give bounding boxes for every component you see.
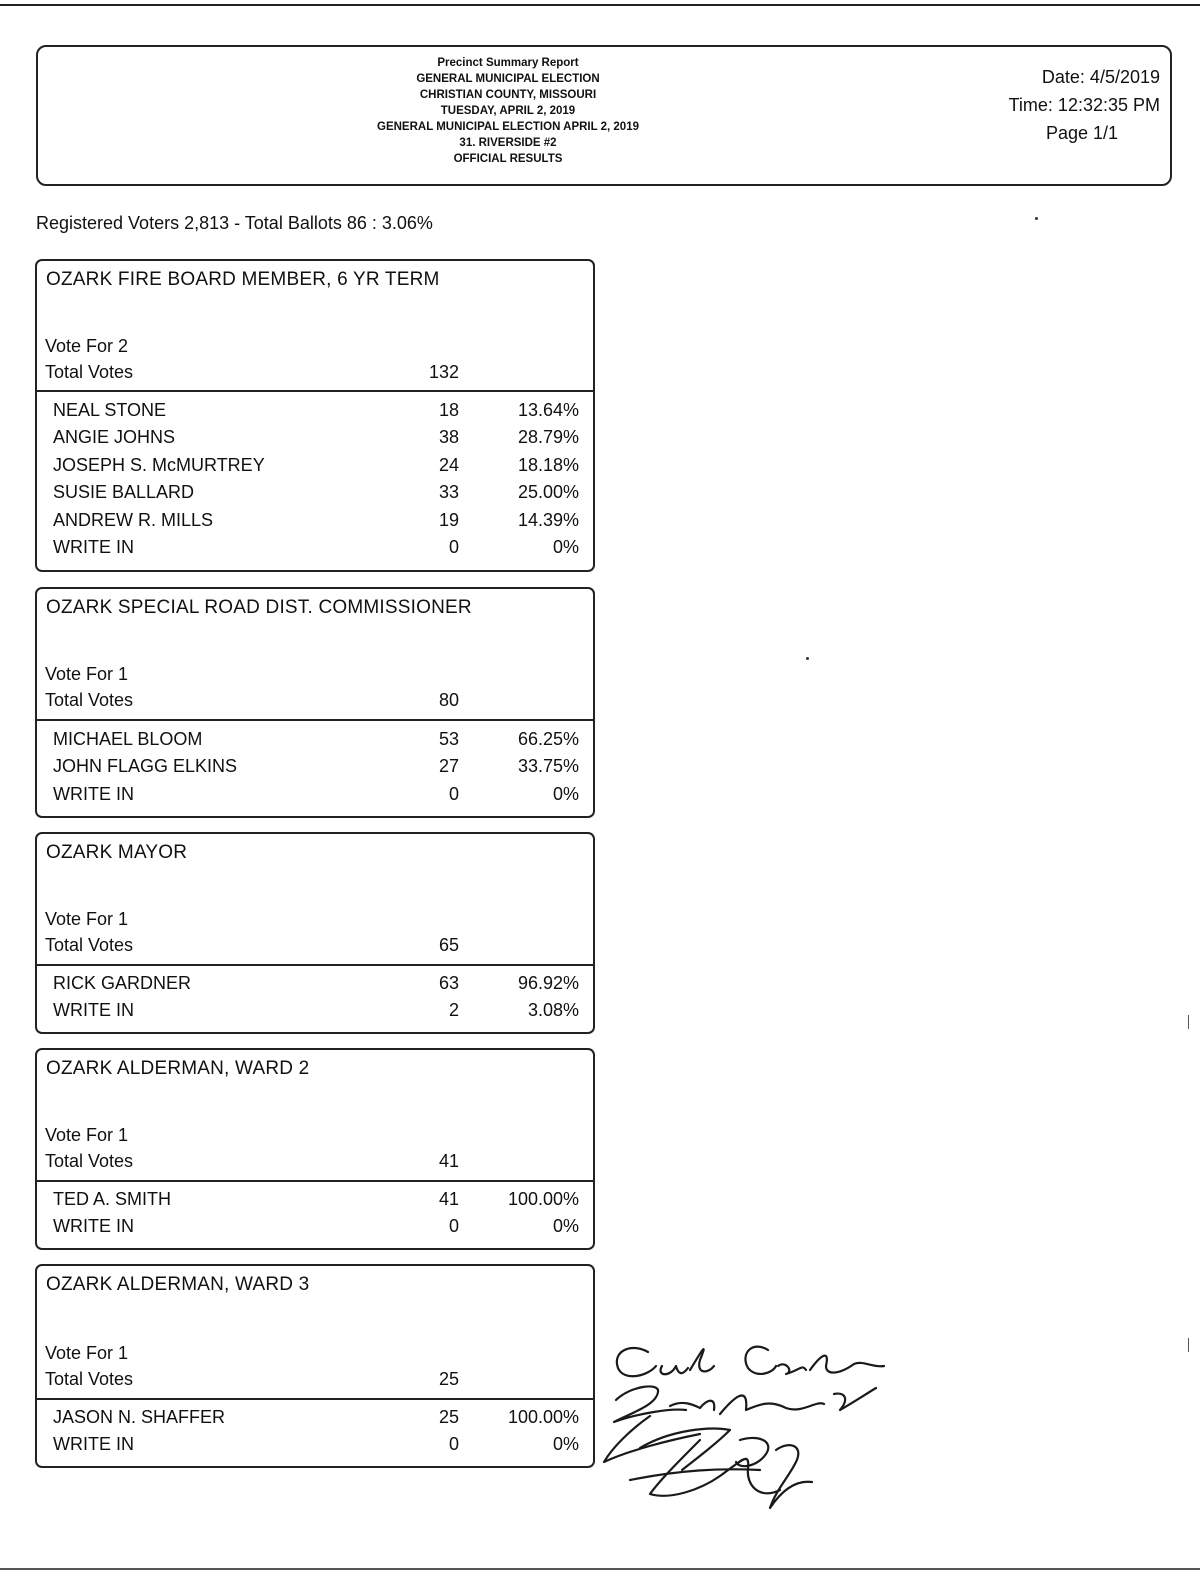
- results-status: OFFICIAL RESULTS: [453, 153, 563, 165]
- candidate-row: [53, 427, 579, 454]
- candidate-name: JOHN FLAGG ELKINS: [53, 756, 238, 776]
- scan-speck: [806, 657, 809, 660]
- signature-stroke: [630, 1469, 760, 1480]
- candidate-name: MICHAEL BLOOM: [53, 729, 203, 749]
- candidate-percent: 96.92%: [517, 973, 579, 993]
- candidate-row: [53, 1434, 579, 1461]
- candidate-votes: 41: [438, 1189, 459, 1209]
- vote-for-label: Vote For 1: [45, 664, 129, 684]
- candidate-name: WRITE IN: [53, 537, 134, 557]
- candidate-percent: 25.00%: [517, 482, 579, 502]
- total-votes-value: 65: [438, 935, 459, 955]
- contest-divider: [37, 1398, 593, 1400]
- total-votes-label: Total Votes: [45, 1369, 134, 1389]
- candidate-row: [53, 973, 579, 1000]
- candidate-name: WRITE IN: [53, 784, 134, 804]
- total-votes-value: 41: [438, 1151, 459, 1171]
- candidate-votes: 27: [438, 756, 459, 776]
- candidate-row: [53, 537, 579, 564]
- signature-stroke: [810, 1356, 884, 1373]
- scan-speck: [1035, 217, 1038, 220]
- candidate-votes: 0: [448, 1434, 459, 1454]
- candidate-percent: 100.00%: [507, 1407, 579, 1427]
- total-votes-label: Total Votes: [45, 690, 134, 710]
- candidate-votes: 2: [448, 1000, 459, 1020]
- candidate-name: NEAL STONE: [53, 400, 167, 420]
- candidate-percent: 14.39%: [517, 510, 579, 530]
- candidate-name: ANDREW R. MILLS: [53, 510, 214, 530]
- report-time: Time: 12:32:35 PM: [1008, 95, 1160, 115]
- candidate-votes: 63: [438, 973, 459, 993]
- signature-stroke: [745, 1347, 776, 1374]
- candidate-name: WRITE IN: [53, 1216, 134, 1236]
- signature-stroke: [770, 1445, 812, 1508]
- report-title: Precinct Summary Report: [437, 57, 579, 69]
- candidate-percent: 18.18%: [517, 455, 579, 475]
- candidate-row: [53, 784, 579, 811]
- candidate-row: [53, 1407, 579, 1434]
- candidate-name: ANGIE JOHNS: [53, 427, 176, 447]
- candidate-name: SUSIE BALLARD: [53, 482, 195, 502]
- total-votes-value: 80: [438, 690, 459, 710]
- contest-divider: [37, 719, 593, 721]
- scan-top-edge-line: [0, 4, 1200, 6]
- vote-for-label: Vote For 1: [45, 1125, 129, 1145]
- vote-for-label: Vote For 1: [45, 1343, 129, 1363]
- candidate-votes: 18: [438, 400, 459, 420]
- candidate-percent: 0%: [552, 537, 579, 557]
- contest-title: OZARK ALDERMAN, WARD 3: [46, 1274, 310, 1295]
- precinct-name: 31. RIVERSIDE #2: [459, 137, 557, 149]
- signature-stroke: [720, 1395, 824, 1414]
- candidate-votes: 53: [438, 729, 459, 749]
- vote-for-label: Vote For 1: [45, 909, 129, 929]
- candidate-name: WRITE IN: [53, 1000, 134, 1020]
- candidate-votes: 38: [438, 427, 459, 447]
- contest-divider: [37, 1180, 593, 1182]
- candidate-votes: 24: [438, 455, 459, 475]
- contest-box-mayor: [35, 832, 595, 1034]
- contest-box-road-commissioner: [35, 587, 595, 818]
- contest-divider: [37, 390, 593, 392]
- county-name: CHRISTIAN COUNTY, MISSOURI: [419, 89, 597, 101]
- scan-mark: [1188, 1338, 1189, 1352]
- election-date: TUESDAY, APRIL 2, 2019: [440, 105, 576, 117]
- total-votes-value: 25: [438, 1369, 459, 1389]
- candidate-percent: 13.64%: [517, 400, 579, 420]
- report-header-lines: [308, 55, 708, 167]
- candidate-row: [53, 455, 579, 482]
- total-votes-label: Total Votes: [45, 1151, 134, 1171]
- candidate-percent: 33.75%: [517, 756, 579, 776]
- total-votes-label: Total Votes: [45, 362, 134, 382]
- candidate-percent: 28.79%: [517, 427, 579, 447]
- candidate-name: TED A. SMITH: [53, 1189, 172, 1209]
- candidate-percent: 0%: [552, 1434, 579, 1454]
- candidate-row: [53, 1216, 579, 1243]
- candidate-votes: 0: [448, 1216, 459, 1236]
- report-header-box: [36, 45, 1172, 186]
- signature-stroke: [617, 1348, 656, 1376]
- vote-for-label: Vote For 2: [45, 336, 129, 356]
- signature-stroke: [778, 1364, 806, 1374]
- scan-mark: [1188, 1015, 1189, 1029]
- registered-voters-summary: Registered Voters 2,813 - Total Ballots 86 : 3.06%: [36, 213, 433, 233]
- candidate-row: [53, 482, 579, 509]
- candidate-row: [53, 1189, 579, 1216]
- contest-title: OZARK FIRE BOARD MEMBER, 6 YR TERM: [46, 269, 440, 290]
- candidate-row: [53, 510, 579, 537]
- total-votes-value: 132: [428, 362, 459, 382]
- contest-title: OZARK MAYOR: [46, 842, 188, 863]
- election-name: GENERAL MUNICIPAL ELECTION: [416, 73, 600, 85]
- candidate-percent: 0%: [552, 784, 579, 804]
- candidate-votes: 0: [448, 537, 459, 557]
- candidate-row: [53, 729, 579, 756]
- candidate-percent: 66.25%: [517, 729, 579, 749]
- candidate-votes: 33: [438, 482, 459, 502]
- candidate-row: [53, 756, 579, 783]
- total-votes-label: Total Votes: [45, 935, 134, 955]
- candidate-votes: 0: [448, 784, 459, 804]
- candidate-percent: 0%: [552, 1216, 579, 1236]
- signature-stroke: [834, 1388, 876, 1410]
- candidate-name: JASON N. SHAFFER: [53, 1407, 226, 1427]
- election-full-name: GENERAL MUNICIPAL ELECTION APRIL 2, 2019: [377, 121, 639, 133]
- contest-box-fire-board: [35, 259, 595, 572]
- candidate-name: WRITE IN: [53, 1434, 134, 1454]
- contest-title: OZARK ALDERMAN, WARD 2: [46, 1058, 310, 1079]
- contest-box-alderman-ward-3: [35, 1264, 595, 1468]
- candidate-name: RICK GARDNER: [53, 973, 192, 993]
- candidate-votes: 19: [438, 510, 459, 530]
- candidate-row: [53, 1000, 579, 1027]
- contest-title: OZARK SPECIAL ROAD DIST. COMMISSIONER: [46, 597, 472, 618]
- candidate-percent: 3.08%: [527, 1000, 579, 1020]
- report-date: Date: 4/5/2019: [1041, 67, 1160, 87]
- contest-divider: [37, 964, 593, 966]
- signature-stroke: [640, 1429, 730, 1470]
- handwritten-signatures: [590, 1330, 900, 1530]
- signature-stroke: [690, 1349, 714, 1371]
- page-number: Page 1/1: [1045, 123, 1118, 143]
- candidate-name: JOSEPH S. McMURTREY: [53, 455, 265, 475]
- signature-stroke: [661, 1366, 688, 1374]
- candidate-row: [53, 400, 579, 427]
- candidate-votes: 25: [438, 1407, 459, 1427]
- scan-bottom-edge-line: [0, 1568, 1200, 1570]
- candidate-percent: 100.00%: [507, 1189, 579, 1209]
- contest-box-alderman-ward-2: [35, 1048, 595, 1250]
- signature-stroke: [650, 1440, 780, 1496]
- report-meta: [1009, 63, 1160, 147]
